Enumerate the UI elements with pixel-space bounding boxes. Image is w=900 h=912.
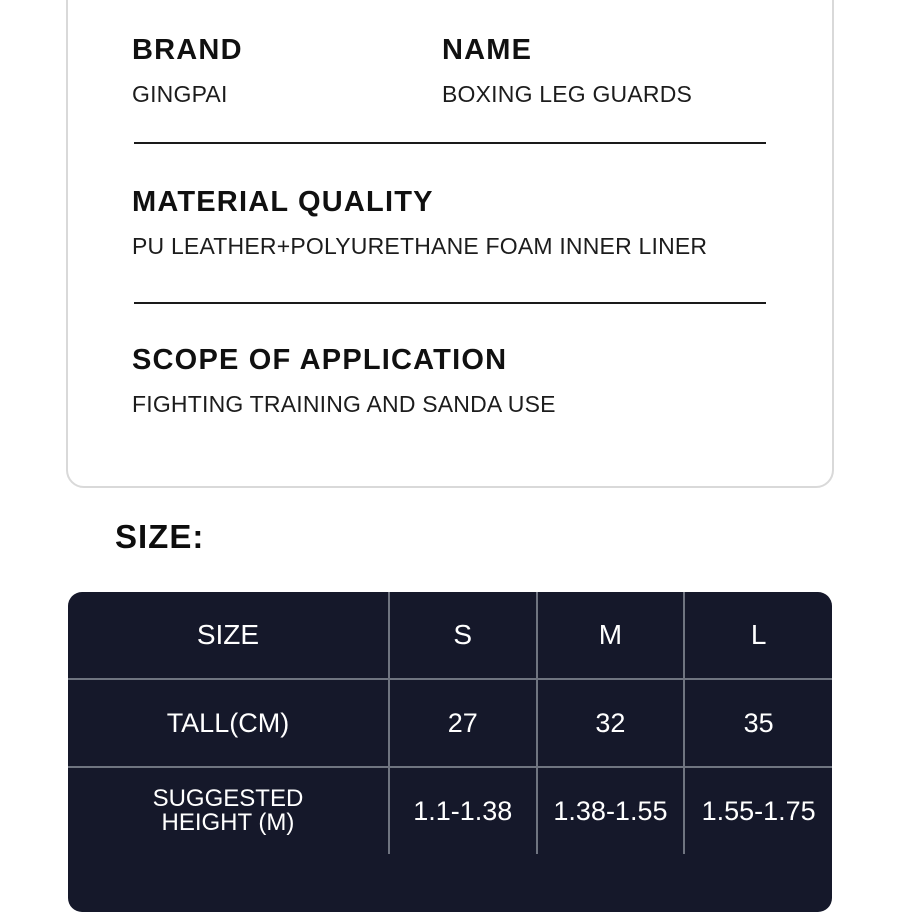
table-header-s: S — [389, 592, 537, 679]
cell-tall-l: 35 — [684, 679, 832, 767]
cell-tall-s: 27 — [389, 679, 537, 767]
size-chart-table — [68, 592, 832, 854]
brand-value: GINGPAI — [132, 81, 228, 108]
row-label-tall: TALL(CM) — [68, 679, 389, 767]
table-header-l: L — [684, 592, 832, 679]
table-header-size: SIZE — [196, 619, 260, 651]
spec-field-name — [442, 34, 768, 109]
cell-tall-m: 32 — [537, 679, 685, 767]
cell-height-l: 1.55-1.75 — [684, 767, 832, 854]
material-quality-value: PU LEATHER+POLYURETHANE FOAM INNER LINER — [132, 233, 708, 260]
spec-field-brand — [132, 34, 442, 109]
table-header-m: M — [537, 592, 685, 679]
cell-height-s: 1.1-1.38 — [389, 767, 537, 854]
spec-field-scope-of-application — [132, 344, 768, 419]
table-row — [68, 679, 832, 767]
cell-height-m: 1.38-1.55 — [537, 767, 685, 854]
scope-of-application-label: SCOPE OF APPLICATION — [132, 344, 508, 376]
spec-field-material-quality — [132, 186, 768, 261]
scope-of-application-value: FIGHTING TRAINING AND SANDA USE — [132, 391, 556, 418]
row-label-line-1: SUGGESTED — [152, 784, 304, 812]
material-quality-label: MATERIAL QUALITY — [132, 186, 434, 218]
spec-divider-1 — [134, 142, 766, 144]
table-row — [68, 767, 832, 854]
name-label: NAME — [442, 34, 533, 66]
name-value: BOXING LEG GUARDS — [442, 81, 693, 108]
brand-label: BRAND — [132, 34, 243, 66]
spec-row-brand-name — [132, 34, 768, 109]
size-chart-panel — [68, 592, 832, 912]
spec-divider-2 — [134, 302, 766, 304]
row-label-line-2: HEIGHT (M) — [161, 809, 295, 836]
table-row — [68, 592, 832, 679]
size-section-heading: SIZE: — [115, 518, 205, 555]
row-label-suggested-height — [68, 767, 389, 854]
product-spec-card — [66, 0, 834, 488]
